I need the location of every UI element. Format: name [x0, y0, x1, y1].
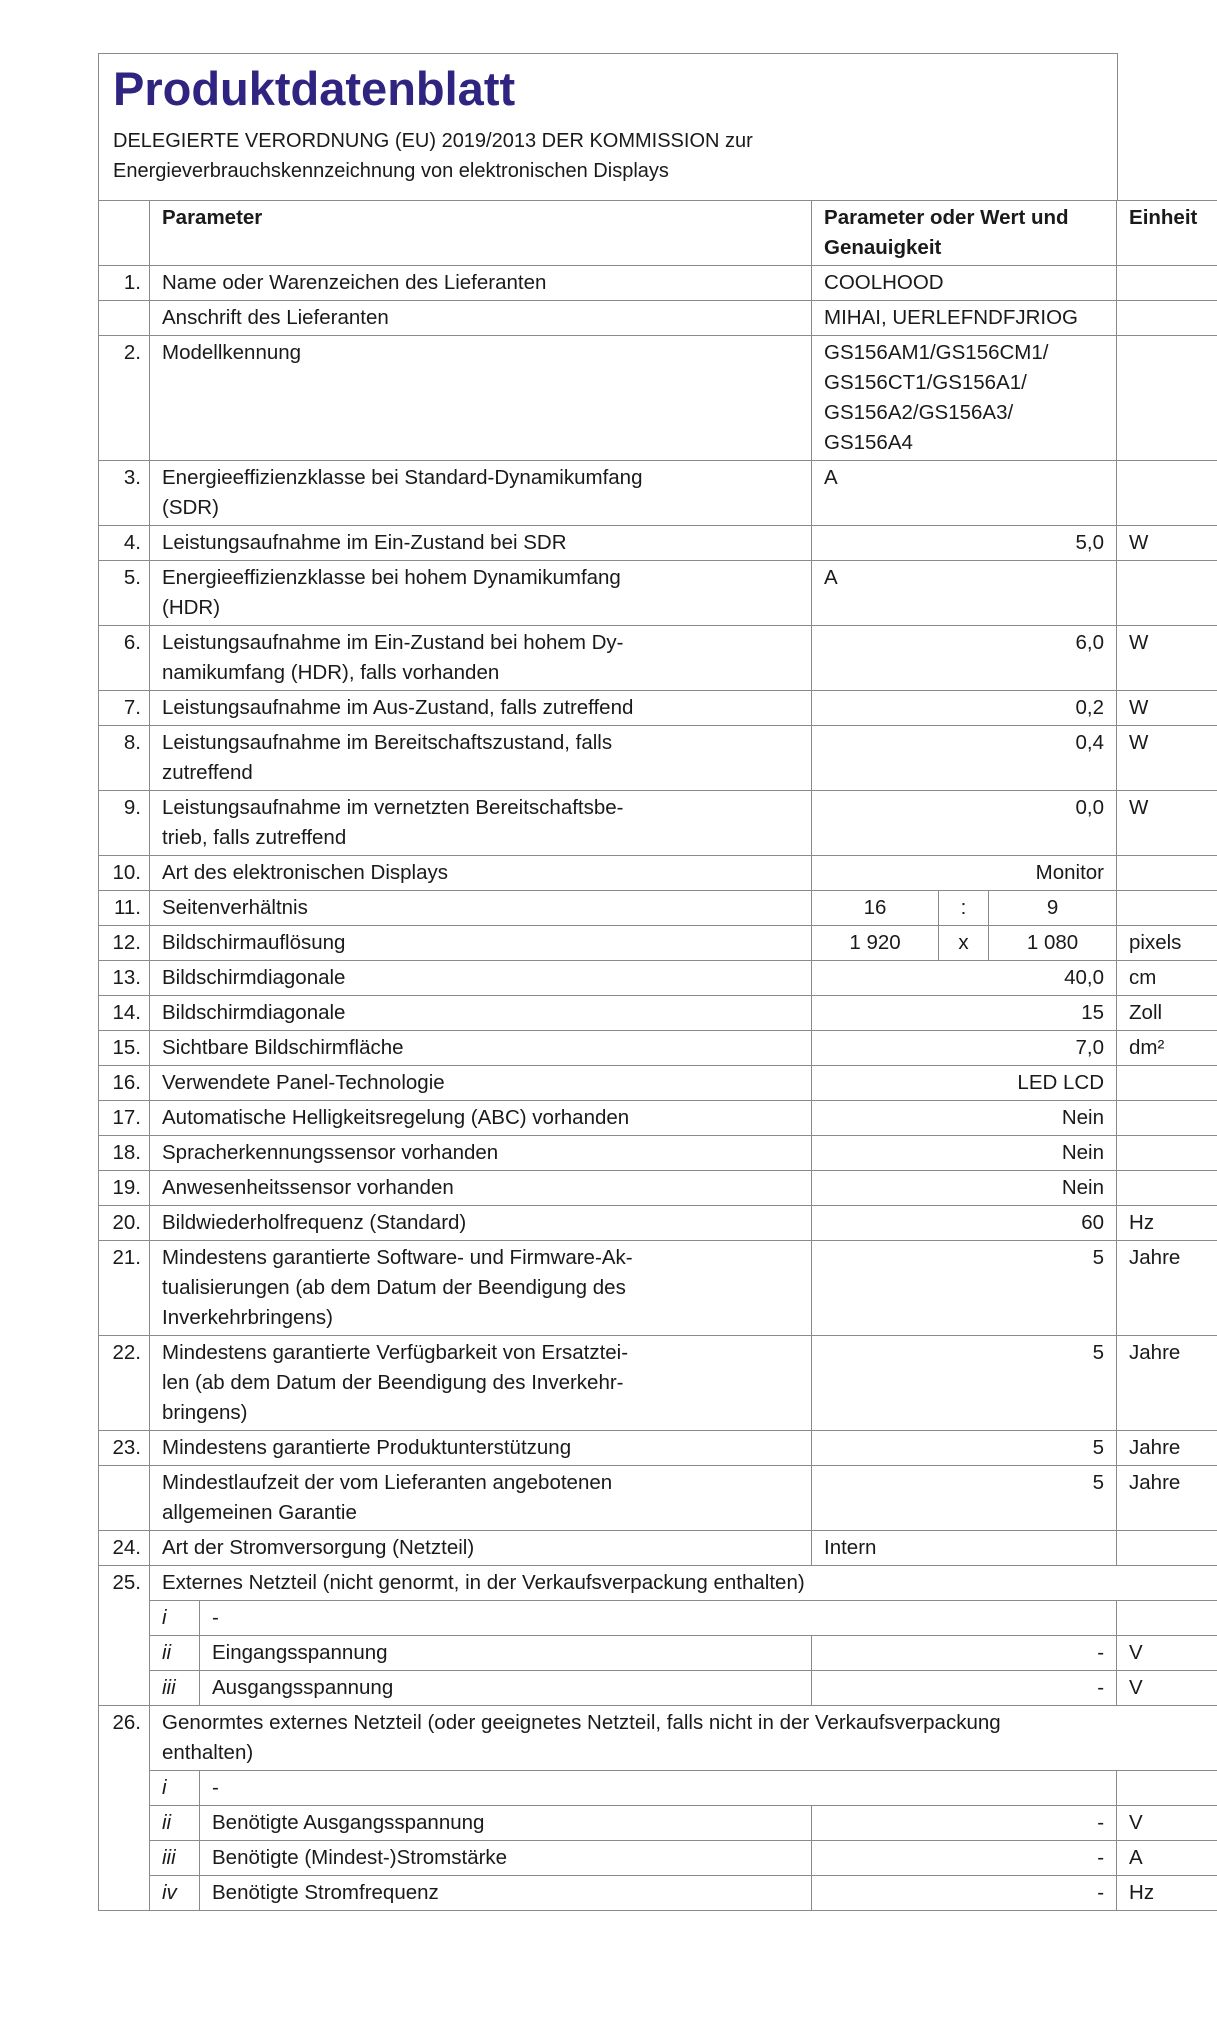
parameter-cell-line: (HDR) [162, 596, 221, 619]
parameter-cell-line: namikumfang (HDR), falls vorhanden [162, 661, 500, 684]
value-cell: COOLHOOD [812, 266, 1117, 301]
sub-label: Benötigte Ausgangsspannung [200, 1806, 812, 1841]
parameter-cell-line: Bildschirmauflösung [162, 931, 346, 954]
row-number: 24. [99, 1531, 150, 1566]
value-cell-line: GS156CT1/GS156A1/ [824, 371, 1027, 394]
parameter-cell-line: Mindestens garantierte Produktunterstützung [162, 1436, 572, 1459]
parameter-cell-line: Mindestens garantierte Verfügbarkeit von Ersatztei- [162, 1341, 629, 1364]
parameter-cell-line: Leistungsaufnahme im Ein-Zustand bei hohem Dy- [162, 631, 624, 654]
parameter-cell [150, 1206, 812, 1241]
parameter-cell-line: Bildschirmdiagonale [162, 966, 346, 989]
row-number: 7. [99, 691, 150, 726]
table-row [99, 926, 1217, 961]
parameter-cell-line: Automatische Helligkeitsregelung (ABC) vorhanden [162, 1106, 630, 1129]
sub-row [99, 1841, 1217, 1876]
table-row [99, 336, 1217, 461]
row-number: 15. [99, 1031, 150, 1066]
header-value-line: Genauigkeit [824, 236, 942, 259]
value-cell: MIHAI, UERLEFNDFJRIOG [812, 301, 1117, 336]
value-cell: A [812, 561, 1117, 626]
value-cell: - [812, 1876, 1117, 1911]
row-number: 5. [99, 561, 150, 626]
unit-cell [1117, 561, 1217, 626]
value-cell: 5,0 [812, 526, 1117, 561]
parameter-cell-line: len (ab dem Datum der Beendigung des Inverkehr- [162, 1371, 624, 1394]
unit-cell [1117, 1531, 1217, 1566]
unit-cell [1117, 336, 1217, 461]
sub-label: Benötigte Stromfrequenz [200, 1876, 812, 1911]
parameter-cell-line: Mindestens garantierte Software- und Firmware-Ak- [162, 1246, 633, 1269]
row-number: 3. [99, 461, 150, 526]
sub-label: Eingangsspannung [200, 1636, 812, 1671]
subtitle-line: DELEGIERTE VERORDNUNG (EU) 2019/2013 DER KOMMISSION zur [113, 130, 753, 152]
value-cell: 5 [812, 1336, 1117, 1431]
parameter-cell [150, 726, 812, 791]
parameter-cell-line: Bildwiederholfrequenz (Standard) [162, 1211, 467, 1234]
unit-cell: Hz [1117, 1876, 1217, 1911]
parameter-cell-line: Name oder Warenzeichen des Lieferanten [162, 271, 547, 294]
row-number: 10. [99, 856, 150, 891]
unit-cell [1117, 891, 1217, 926]
row-number: 13. [99, 961, 150, 996]
value-cell: 6,0 [812, 626, 1117, 691]
row-number: 16. [99, 1066, 150, 1101]
parameter-cell [150, 1066, 812, 1101]
parameter-cell-line: Leistungsaufnahme im Aus-Zustand, falls zutreffend [162, 696, 634, 719]
value-cell-line: GS156A4 [824, 431, 913, 454]
value-cell: 5 [812, 1466, 1117, 1531]
sub-roman: ii [150, 1806, 200, 1841]
product-data-sheet [98, 53, 1198, 1911]
value-cell: Intern [812, 1531, 1117, 1566]
parameter-cell [150, 526, 812, 561]
sub-label: - [200, 1601, 1117, 1636]
unit-cell: pixels [1117, 926, 1217, 961]
row-number: 4. [99, 526, 150, 561]
row-number: 19. [99, 1171, 150, 1206]
sub-row [99, 1806, 1217, 1841]
group-heading-row [99, 1706, 1217, 1771]
parameter-cell [150, 301, 812, 336]
unit-cell: V [1117, 1806, 1217, 1841]
unit-cell: dm² [1117, 1031, 1217, 1066]
sub-roman: ii [150, 1636, 200, 1671]
unit-cell: W [1117, 791, 1217, 856]
parameter-cell-line: Energieeffizienzklasse bei Standard-Dynamikumfang [162, 466, 643, 489]
header-value [812, 201, 1117, 266]
unit-cell: V [1117, 1636, 1217, 1671]
parameter-cell [150, 961, 812, 996]
parameter-cell-line: Spracherkennungssensor vorhanden [162, 1141, 499, 1164]
parameter-cell-line: Leistungsaufnahme im vernetzten Bereitschaftsbe- [162, 796, 624, 819]
row-number: 11. [99, 891, 150, 926]
value-cell: 5 [812, 1241, 1117, 1336]
parameter-cell-line: (SDR) [162, 496, 219, 519]
subtitle-line: Energieverbrauchskennzeichnung von elektronischen Displays [113, 160, 669, 182]
parameter-cell-line: Leistungsaufnahme im Ein-Zustand bei SDR [162, 531, 567, 554]
row-number [99, 1466, 150, 1531]
table-row [99, 1431, 1217, 1466]
row-number: 8. [99, 726, 150, 791]
parameter-cell [150, 996, 812, 1031]
unit-cell: cm [1117, 961, 1217, 996]
unit-cell [1117, 301, 1217, 336]
parameter-cell [150, 856, 812, 891]
row-number: 20. [99, 1206, 150, 1241]
parameter-cell-line: Art des elektronischen Displays [162, 861, 448, 884]
parameter-cell-line: allgemeinen Garantie [162, 1501, 357, 1524]
value-cell: - [812, 1671, 1117, 1706]
table-row [99, 961, 1217, 996]
parameter-cell [150, 1101, 812, 1136]
parameter-cell [150, 1531, 812, 1566]
row-number: 12. [99, 926, 150, 961]
value-cell: - [812, 1806, 1117, 1841]
table-row [99, 461, 1217, 526]
parameter-cell [150, 1171, 812, 1206]
value-cell: Monitor [812, 856, 1117, 891]
group-heading: Externes Netzteil (nicht genormt, in der Verkaufsverpackung enthalten) [150, 1566, 1217, 1601]
header-parameter: Parameter [150, 201, 812, 266]
row-number: 22. [99, 1336, 150, 1431]
sub-row [99, 1771, 1217, 1806]
row-number: 2. [99, 336, 150, 461]
unit-cell: A [1117, 1841, 1217, 1876]
unit-cell: Jahre [1117, 1431, 1217, 1466]
value-cell: Nein [812, 1171, 1117, 1206]
parameter-cell [150, 891, 812, 926]
table-row [99, 301, 1217, 336]
header-num-cell [99, 201, 150, 266]
sub-label: - [200, 1771, 1117, 1806]
unit-cell [1117, 1066, 1217, 1101]
table-row [99, 626, 1217, 691]
parameter-cell-line: Energieeffizienzklasse bei hohem Dynamikumfang [162, 566, 621, 589]
value-cell: - [812, 1636, 1117, 1671]
row-number: 18. [99, 1136, 150, 1171]
table-row [99, 1466, 1217, 1531]
table-row [99, 1136, 1217, 1171]
parameter-cell [150, 561, 812, 626]
row-number: 21. [99, 1241, 150, 1336]
sub-roman: i [150, 1601, 200, 1636]
parameter-cell-line: Modellkennung [162, 341, 302, 364]
row-number: 1. [99, 266, 150, 301]
row-number: 25. [99, 1566, 150, 1706]
parameter-cell [150, 1336, 812, 1431]
table-row [99, 266, 1217, 301]
table-row [99, 1101, 1217, 1136]
table-header-row [99, 201, 1217, 266]
page-title: Produktdatenblatt [113, 62, 516, 115]
table-row [99, 1336, 1217, 1431]
parameter-cell-line: Anschrift des Lieferanten [162, 306, 389, 329]
parameter-cell-line: Anwesenheitssensor vorhanden [162, 1176, 454, 1199]
unit-cell: V [1117, 1671, 1217, 1706]
value-cell: A [812, 461, 1117, 526]
unit-cell [1117, 266, 1217, 301]
table-row [99, 726, 1217, 791]
row-number [99, 301, 150, 336]
table-row [99, 691, 1217, 726]
table-row [99, 1066, 1217, 1101]
value-cell: LED LCD [812, 1066, 1117, 1101]
value-part-left: 1 920 [812, 926, 939, 961]
sub-label: Benötigte (Mindest-)Stromstärke [200, 1841, 812, 1876]
parameter-cell [150, 926, 812, 961]
table-row [99, 891, 1217, 926]
parameter-cell-line: trieb, falls zutreffend [162, 826, 347, 849]
unit-cell: Zoll [1117, 996, 1217, 1031]
value-cell: 40,0 [812, 961, 1117, 996]
value-cell [812, 336, 1117, 461]
sub-label: Ausgangsspannung [200, 1671, 812, 1706]
parameter-cell [150, 1431, 812, 1466]
group-heading [150, 1706, 1217, 1771]
parameter-cell [150, 626, 812, 691]
unit-cell [1117, 856, 1217, 891]
header-value-line: Parameter oder Wert und [824, 206, 1069, 229]
value-cell: 0,2 [812, 691, 1117, 726]
parameter-cell-line: bringens) [162, 1401, 248, 1424]
parameter-cell [150, 461, 812, 526]
parameter-cell-line: Inverkehrbringens) [162, 1306, 333, 1329]
unit-cell: Jahre [1117, 1336, 1217, 1431]
row-number: 17. [99, 1101, 150, 1136]
row-number: 9. [99, 791, 150, 856]
value-cell: 0,0 [812, 791, 1117, 856]
header-unit: Einheit [1117, 201, 1217, 266]
unit-cell: Jahre [1117, 1466, 1217, 1531]
parameter-cell [150, 1031, 812, 1066]
parameter-cell [150, 336, 812, 461]
parameter-cell-line: Sichtbare Bildschirmfläche [162, 1036, 404, 1059]
table-row [99, 1171, 1217, 1206]
parameter-cell [150, 1466, 812, 1531]
value-part-right: 9 [989, 891, 1117, 926]
unit-cell: W [1117, 691, 1217, 726]
sub-roman: i [150, 1771, 200, 1806]
unit-cell [1117, 1101, 1217, 1136]
value-cell-line: GS156AM1/GS156CM1/ [824, 341, 1049, 364]
group-heading-line: Genormtes externes Netzteil (oder geeignetes Netzteil, falls nicht in der Verkaufsverpackung [162, 1711, 1001, 1734]
sub-roman: iv [150, 1876, 200, 1911]
table-row [99, 1531, 1217, 1566]
unit-cell: W [1117, 526, 1217, 561]
parameter-cell [150, 691, 812, 726]
parameter-cell-line: Leistungsaufnahme im Bereitschaftszustand, falls [162, 731, 613, 754]
row-number: 14. [99, 996, 150, 1031]
regulation-subtitle [113, 126, 1103, 186]
parameter-cell [150, 1136, 812, 1171]
parameter-cell-line: Mindestlaufzeit der vom Lieferanten angebotenen [162, 1471, 613, 1494]
value-cell-line: GS156A2/GS156A3/ [824, 401, 1014, 424]
sub-row [99, 1671, 1217, 1706]
unit-cell [1117, 1171, 1217, 1206]
unit-cell: W [1117, 626, 1217, 691]
unit-cell: Jahre [1117, 1241, 1217, 1336]
sub-roman: iii [150, 1841, 200, 1876]
row-number: 6. [99, 626, 150, 691]
sub-row [99, 1601, 1217, 1636]
sub-row [99, 1876, 1217, 1911]
parameter-cell-line: zutreffend [162, 761, 253, 784]
unit-cell [1117, 1601, 1217, 1636]
sheet-header [98, 53, 1118, 200]
unit-cell [1117, 1771, 1217, 1806]
table-row [99, 996, 1217, 1031]
parameter-cell [150, 266, 812, 301]
table-row [99, 791, 1217, 856]
row-number: 26. [99, 1706, 150, 1911]
value-separator: : [939, 891, 989, 926]
value-cell: Nein [812, 1101, 1117, 1136]
value-separator: x [939, 926, 989, 961]
value-cell: 5 [812, 1431, 1117, 1466]
group-heading-row [99, 1566, 1217, 1601]
parameter-cell-line: tualisierungen (ab dem Datum der Beendigung des [162, 1276, 626, 1299]
group-heading-line: enthalten) [162, 1741, 254, 1764]
table-row [99, 856, 1217, 891]
table-row [99, 561, 1217, 626]
unit-cell: Hz [1117, 1206, 1217, 1241]
value-cell: Nein [812, 1136, 1117, 1171]
sub-roman: iii [150, 1671, 200, 1706]
table-row [99, 1241, 1217, 1336]
value-cell: 0,4 [812, 726, 1117, 791]
unit-cell [1117, 1136, 1217, 1171]
parameter-cell [150, 791, 812, 856]
row-number: 23. [99, 1431, 150, 1466]
unit-cell: W [1117, 726, 1217, 791]
value-cell: - [812, 1841, 1117, 1876]
parameter-cell-line: Bildschirmdiagonale [162, 1001, 346, 1024]
parameter-table [98, 200, 1217, 1911]
value-cell: 60 [812, 1206, 1117, 1241]
value-part-right: 1 080 [989, 926, 1117, 961]
table-row [99, 1206, 1217, 1241]
value-cell: 15 [812, 996, 1117, 1031]
value-cell: 7,0 [812, 1031, 1117, 1066]
value-part-left: 16 [812, 891, 939, 926]
table-row [99, 526, 1217, 561]
unit-cell [1117, 461, 1217, 526]
parameter-cell-line: Verwendete Panel-Technologie [162, 1071, 445, 1094]
parameter-cell [150, 1241, 812, 1336]
table-row [99, 1031, 1217, 1066]
parameter-cell-line: Seitenverhältnis [162, 896, 308, 919]
sub-row [99, 1636, 1217, 1671]
parameter-cell-line: Art der Stromversorgung (Netzteil) [162, 1536, 475, 1559]
